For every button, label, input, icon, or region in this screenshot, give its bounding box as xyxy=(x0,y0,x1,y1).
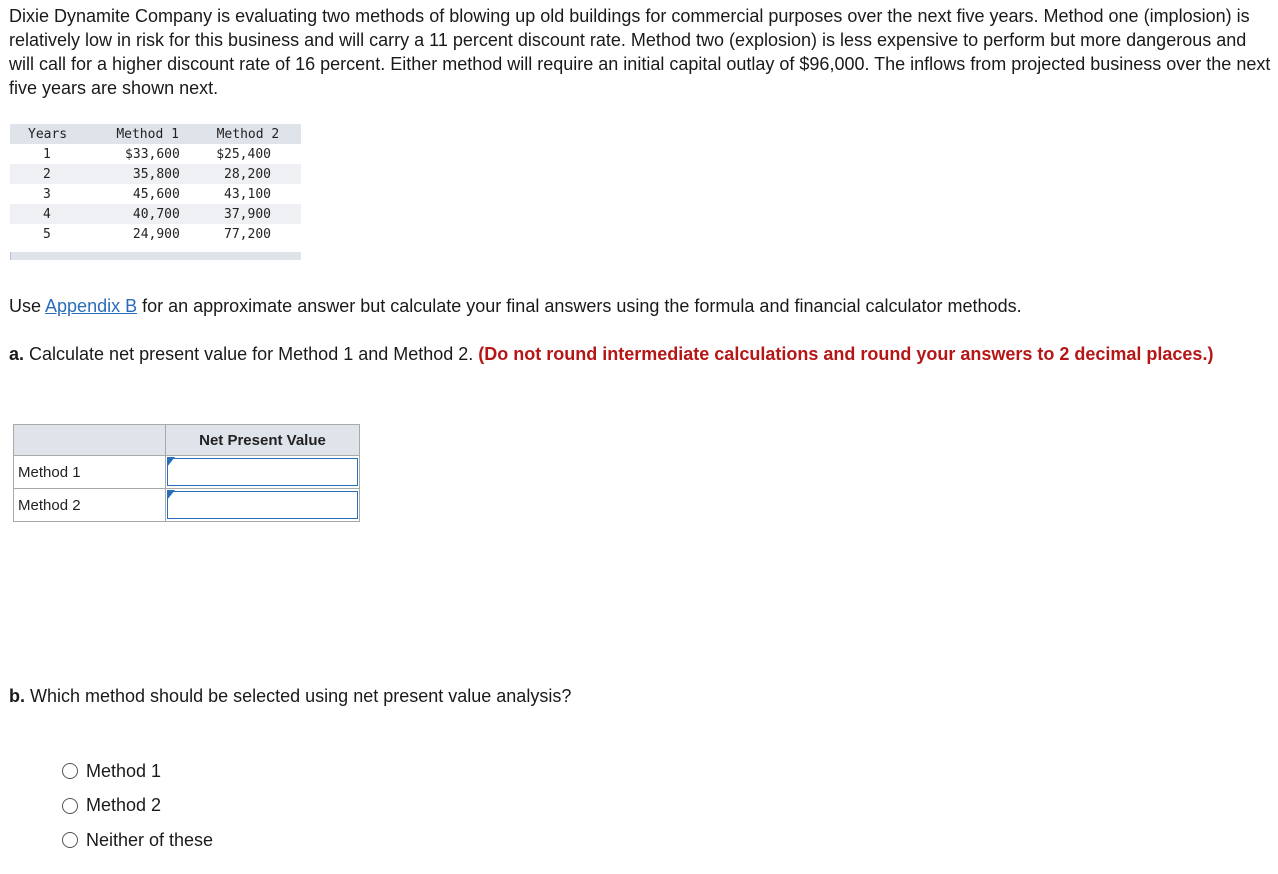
method1-cell: 35,800 xyxy=(100,164,194,184)
radio-button[interactable] xyxy=(62,798,78,814)
npv-method2-input[interactable] xyxy=(167,491,358,519)
option-label: Method 1 xyxy=(86,760,162,781)
years-header: Years xyxy=(10,124,100,144)
appendix-b-link[interactable]: Appendix B xyxy=(45,296,138,316)
method2-cell: $25,400 xyxy=(216,146,271,162)
option-method-2[interactable] xyxy=(62,789,213,824)
year-cell: 1 xyxy=(43,146,51,162)
method1-cell: 24,900 xyxy=(132,226,180,242)
option-label: Neither of these xyxy=(86,829,214,850)
cash-flow-header-row xyxy=(10,124,301,144)
part-a-text: Calculate net present value for Method 1 and Method 2. xyxy=(24,344,479,364)
year-cell: 4 xyxy=(10,204,100,224)
method1-cell: 45,600 xyxy=(132,186,180,202)
cash-flow-row xyxy=(10,224,301,244)
instruction-after: for an approximate answer but calculate your final answers using the formula and financial calculator methods. xyxy=(137,296,1022,316)
option-method-1[interactable] xyxy=(62,754,213,789)
option-neither[interactable] xyxy=(62,823,213,858)
npv-row-method1 xyxy=(14,456,360,489)
npv-header-value: Net Present Value xyxy=(166,425,360,456)
instruction-text xyxy=(9,294,1022,318)
method1-cell: 40,700 xyxy=(100,204,194,224)
cash-flow-row xyxy=(10,184,301,204)
npv-header-empty xyxy=(14,425,166,456)
cash-flow-row xyxy=(10,144,301,164)
flag-icon xyxy=(167,457,175,467)
cash-flow-row xyxy=(10,164,301,184)
option-label: Method 2 xyxy=(86,795,162,816)
method2-cell: 77,200 xyxy=(224,226,271,242)
part-a-question xyxy=(9,342,1271,366)
method2-header: Method 2 xyxy=(195,124,301,144)
cash-flow-row xyxy=(10,204,301,224)
year-cell: 5 xyxy=(43,226,51,242)
npv-table xyxy=(13,424,360,522)
cash-flow-table xyxy=(10,124,301,244)
year-cell: 3 xyxy=(43,186,51,202)
flag-icon xyxy=(167,490,175,500)
npv-row-label: Method 2 xyxy=(14,489,166,522)
part-a-letter: a. xyxy=(9,344,25,364)
problem-statement: Dixie Dynamite Company is evaluating two methods of blowing up old buildings for commercial purposes over the next five years. Method one (implosion) is relatively low in risk for this business and will carry a 11 percent discount rate. Method two (explosion) is less expensive to perform but more dangerous and will call for a higher discount rate of 16 percent. Either method will require an initial capital outlay of $96,000. The inflows from projected business over the next five years are shown next. xyxy=(9,6,1271,98)
part-b-letter: b. xyxy=(9,686,25,706)
method2-cell: 43,100 xyxy=(224,186,271,202)
npv-row-method2 xyxy=(14,489,360,522)
npv-row-label: Method 1 xyxy=(14,456,166,489)
radio-button[interactable] xyxy=(62,832,78,848)
method2-cell: 37,900 xyxy=(195,204,301,224)
method1-cell: $33,600 xyxy=(125,146,180,162)
npv-header-row xyxy=(14,425,360,456)
part-b-question xyxy=(9,684,571,708)
method2-cell: 28,200 xyxy=(195,164,301,184)
radio-button[interactable] xyxy=(62,763,78,779)
rounding-note: (Do not round intermediate calculations and round your answers to 2 decimal places.) xyxy=(478,344,1214,364)
npv-input-cell xyxy=(166,456,360,489)
instruction-before: Use xyxy=(9,296,46,316)
npv-method1-input[interactable] xyxy=(167,458,358,486)
part-b-text: Which method should be selected using net present value analysis? xyxy=(25,686,572,706)
cash-flow-table-footer xyxy=(10,252,301,260)
method-options xyxy=(62,754,213,858)
method1-header: Method 1 xyxy=(100,124,194,144)
npv-input-cell xyxy=(166,489,360,522)
year-cell: 2 xyxy=(10,164,100,184)
